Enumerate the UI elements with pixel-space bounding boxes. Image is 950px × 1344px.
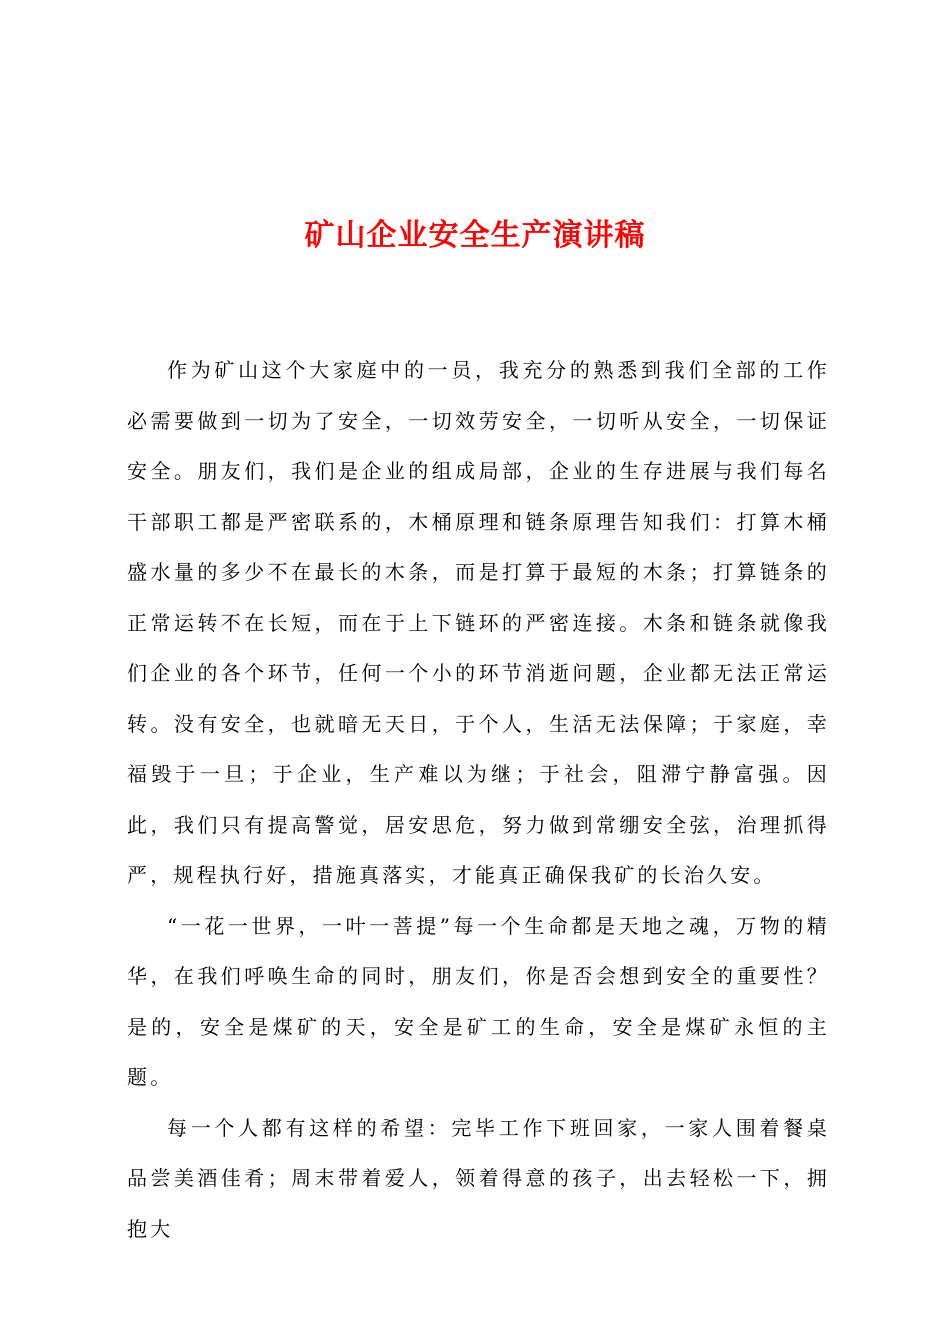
- document-body: [127, 345, 830, 1254]
- paragraph-2: “一花一世界，一叶一菩提”每一个生命都是天地之魂，万物的精华，在我们呼唤生命的同时，朋友们，你是否会想到安全的重要性？是的，安全是煤矿的天，安全是矿工的生命，安全是煤矿永恒的主题。: [127, 913, 830, 1089]
- paragraph-3: 每一个人都有这样的希望：完毕工作下班回家，一家人围着餐桌品尝美酒佳肴；周末带着爱人，领着得意的孩子，出去轻松一下，拥抱大: [127, 1115, 830, 1241]
- document-title: 矿山企业安全生产演讲稿: [304, 218, 646, 253]
- paragraph-1: 作为矿山这个大家庭中的一员，我充分的熟悉到我们全部的工作必需要做到一切为了安全，一切效劳安全，一切听从安全，一切保证安全。朋友们，我们是企业的组成局部，企业的生存进展与我们每名干部职工都是严密联系的，木桶原理和链条原理告知我们：打算木桶盛水量的多少不在最长的木条，而是打算于最短的木条；打算链条的正常运转不在长短，而在于上下链环的严密连接。木条和链条就像我们企业的各个环节，任何一个小的环节消逝问题，企业都无法正常运转。没有安全，也就暗无天日，于个人，生活无法保障；于家庭，幸福毁于一旦；于企业，生产难以为继；于社会，阻滞宁静富强。因此，我们只有提高警觉，居安思危，努力做到常绷安全弦，治理抓得严，规程执行好，措施真落实，才能真正确保我矿的长治久安。: [127, 358, 830, 887]
